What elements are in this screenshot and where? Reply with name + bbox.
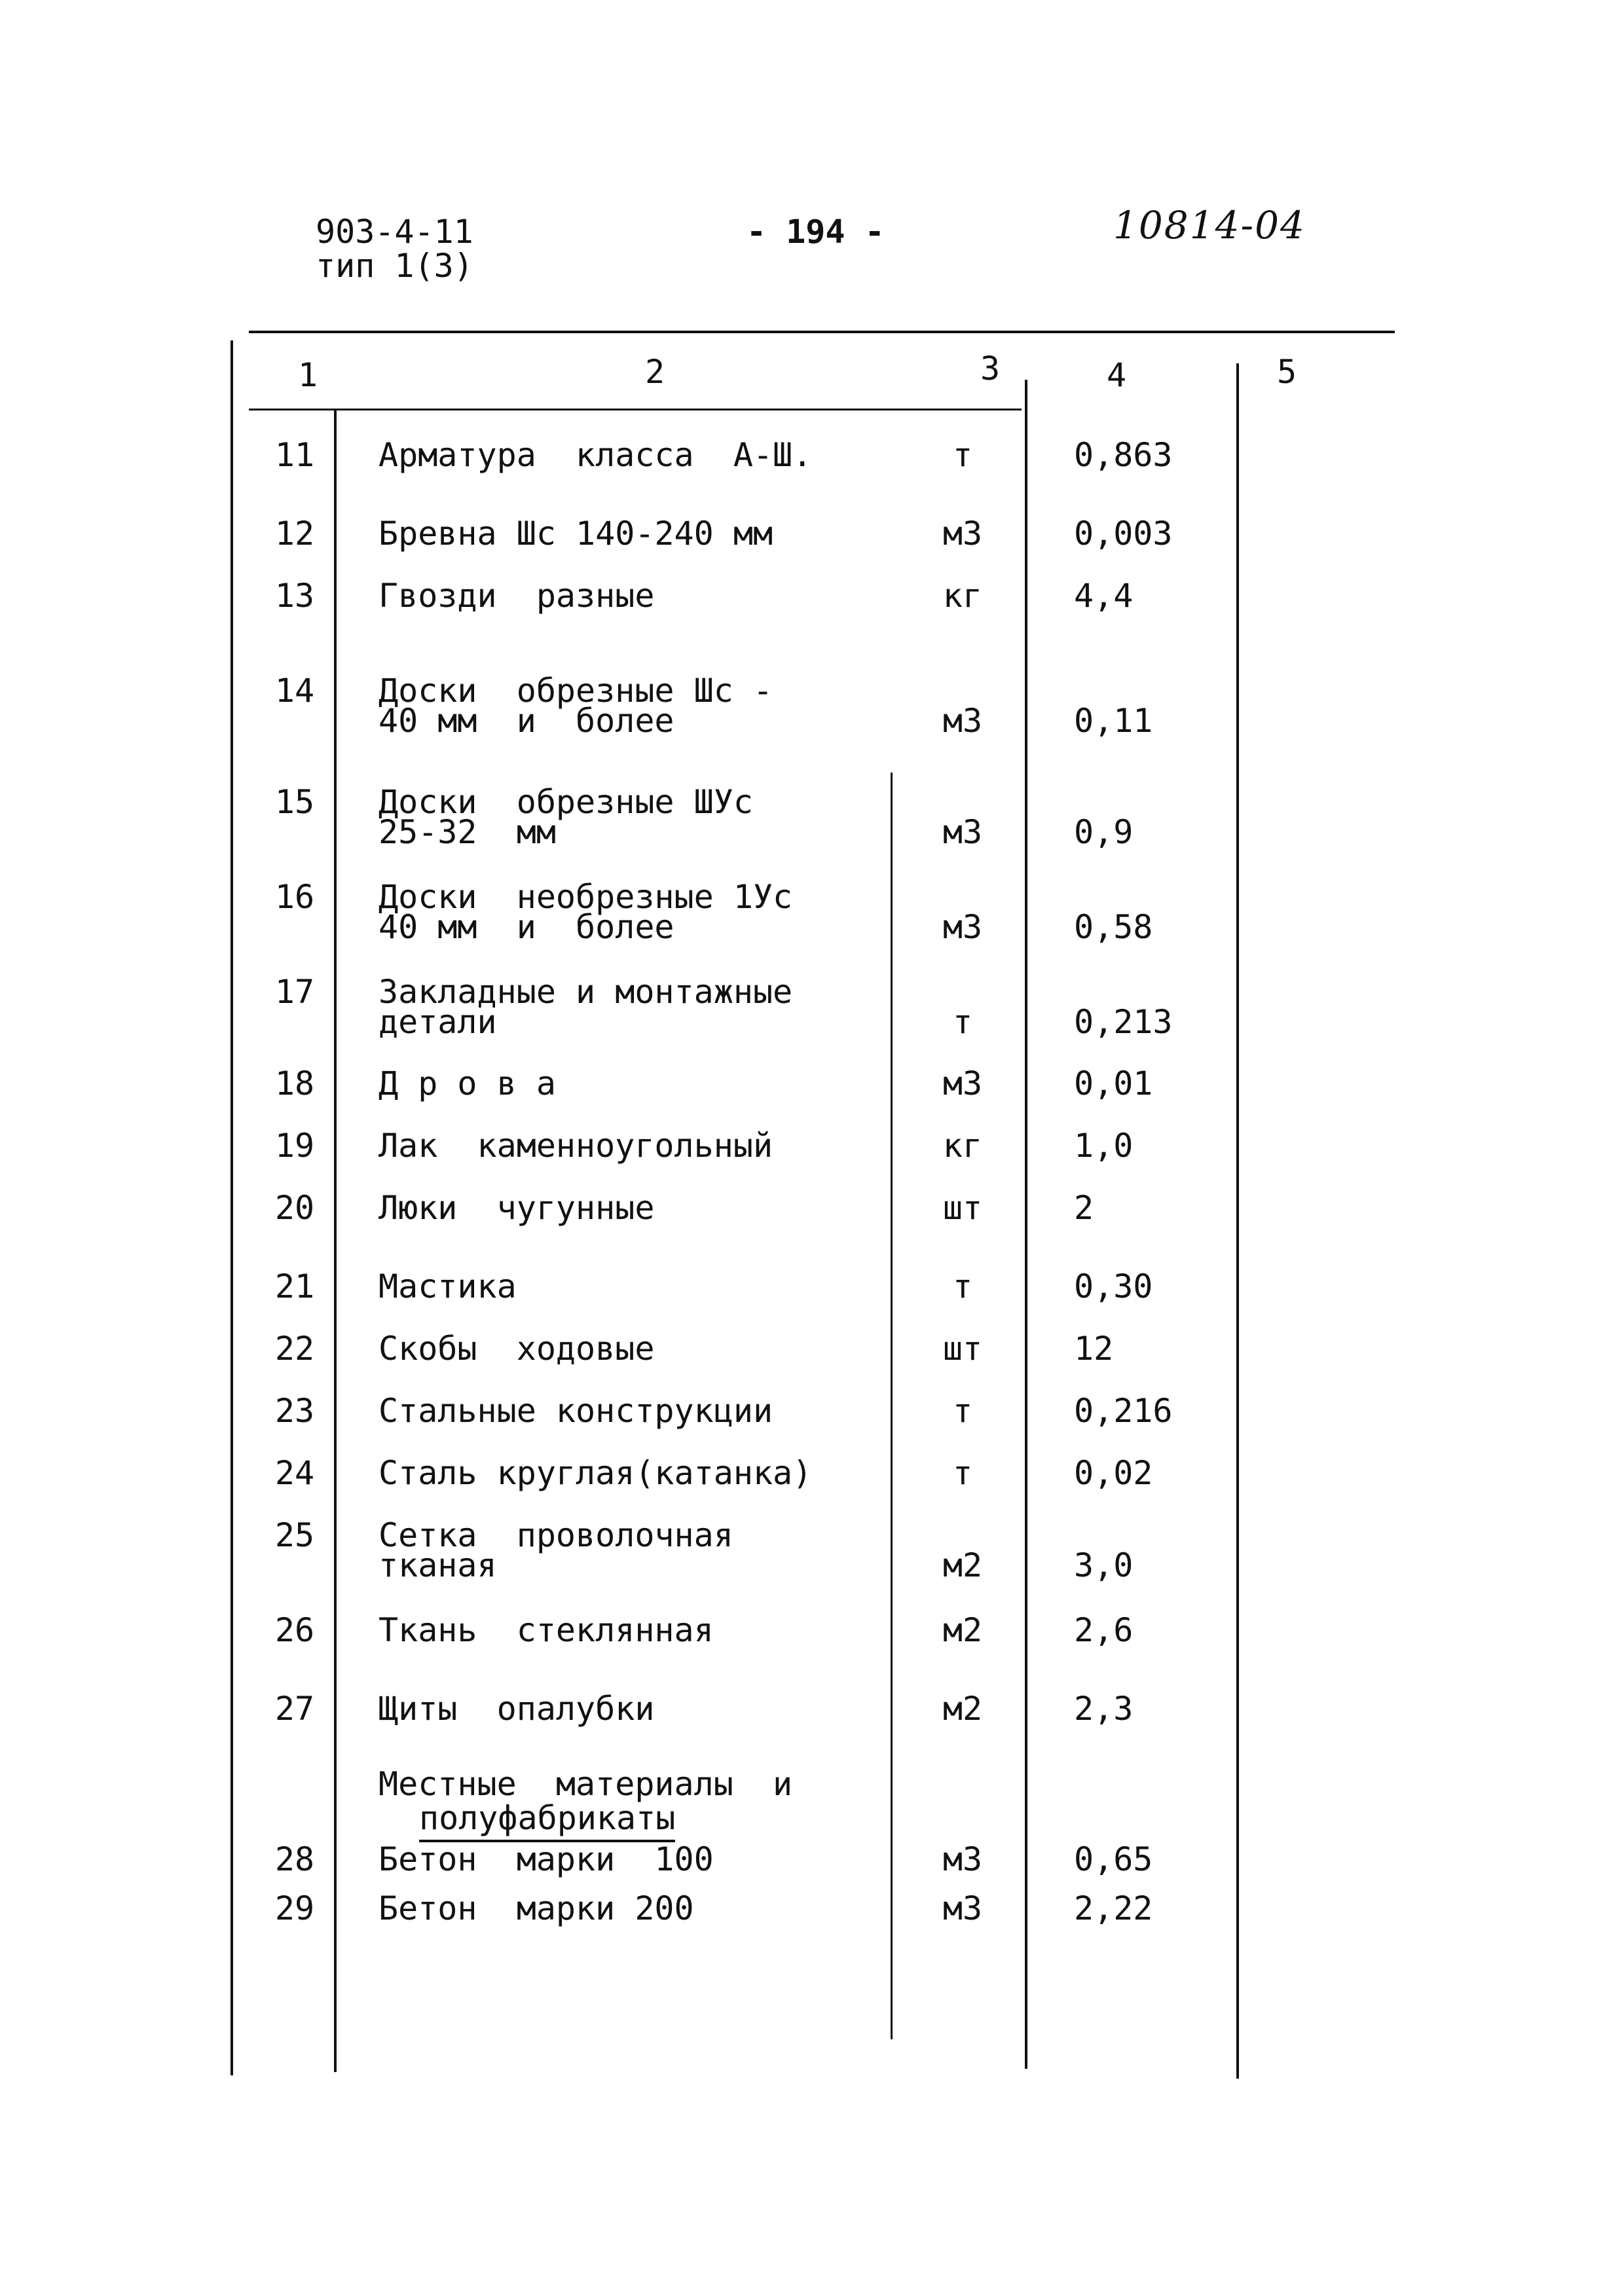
row-number: 20 bbox=[274, 1189, 315, 1227]
row-quantity: 0,216 bbox=[1074, 1392, 1173, 1430]
row-quantity: 0,003 bbox=[1074, 515, 1173, 553]
row-number: 16 bbox=[274, 878, 315, 916]
row-name: тканая bbox=[378, 1546, 497, 1584]
document-code: 903-4-11 bbox=[316, 213, 473, 251]
row-name: Скобы ходовые bbox=[378, 1330, 655, 1368]
row-unit: т bbox=[952, 1003, 973, 1041]
row-unit: м2 bbox=[942, 1690, 983, 1728]
row-name: Сетка проволочная bbox=[378, 1516, 733, 1554]
row-number: 19 bbox=[274, 1127, 315, 1165]
row-name: Бетон марки 200 bbox=[378, 1889, 694, 1927]
row-unit: м3 bbox=[942, 702, 983, 740]
document-type: тип 1(3) bbox=[316, 247, 473, 285]
row-unit: т bbox=[952, 436, 973, 474]
column-header-4: 4 bbox=[1107, 356, 1127, 394]
row-unit: т bbox=[952, 1267, 973, 1305]
row-quantity: 2,6 bbox=[1074, 1611, 1134, 1649]
row-quantity: 0,213 bbox=[1074, 1003, 1173, 1041]
row-number: 15 bbox=[274, 783, 315, 821]
row-name: Щиты опалубки bbox=[378, 1690, 655, 1728]
page-number: - 194 - bbox=[747, 213, 885, 251]
row-quantity: 12 bbox=[1074, 1330, 1114, 1368]
column-header-5: 5 bbox=[1277, 353, 1297, 391]
row-quantity: 0,9 bbox=[1074, 813, 1134, 851]
row-quantity: 2 bbox=[1074, 1189, 1094, 1227]
row-number: 24 bbox=[274, 1454, 315, 1492]
row-name: Бревна Шс 140-240 мм bbox=[378, 515, 773, 553]
row-unit: т bbox=[952, 1392, 973, 1430]
row-number: 18 bbox=[274, 1065, 315, 1102]
row-name: Люки чугунные bbox=[378, 1189, 655, 1227]
handwritten-reference: 10814-04 bbox=[1113, 203, 1306, 247]
row-unit: шт bbox=[942, 1330, 983, 1368]
row-number: 26 bbox=[274, 1611, 315, 1649]
row-quantity: 0,65 bbox=[1074, 1840, 1153, 1878]
row-unit: м3 bbox=[942, 515, 983, 553]
section-heading-text: полуфабрикаты bbox=[419, 1799, 675, 1842]
row-unit: м2 bbox=[942, 1546, 983, 1584]
row-number: 25 bbox=[274, 1516, 315, 1554]
header-bottom-rule bbox=[249, 409, 1022, 410]
row-name: Бетон марки 100 bbox=[378, 1840, 714, 1878]
row-quantity: 1,0 bbox=[1074, 1127, 1134, 1165]
column-header-2: 2 bbox=[645, 353, 665, 391]
row-name: 40 мм и более bbox=[378, 702, 674, 740]
row-number: 12 bbox=[274, 515, 315, 553]
row-number: 27 bbox=[274, 1690, 315, 1728]
row-name: Стальные конструкции bbox=[378, 1392, 773, 1430]
row-name: Доски обрезные Шс - bbox=[378, 672, 773, 710]
row-number: 11 bbox=[274, 436, 315, 474]
row-number: 14 bbox=[274, 672, 315, 710]
row-unit: м3 bbox=[942, 908, 983, 946]
row-number: 29 bbox=[274, 1889, 315, 1927]
row-quantity: 0,58 bbox=[1074, 908, 1153, 946]
row-name: Арматура класса А-Ш. bbox=[378, 436, 813, 474]
row-unit: м3 bbox=[942, 1840, 983, 1878]
row-unit: кг bbox=[942, 1127, 983, 1165]
row-quantity: 0,30 bbox=[1074, 1267, 1153, 1305]
row-quantity: 2,3 bbox=[1074, 1690, 1134, 1728]
row-quantity: 2,22 bbox=[1074, 1889, 1153, 1927]
row-number: 21 bbox=[274, 1267, 315, 1305]
col-divider-3-4 bbox=[1025, 380, 1027, 2069]
row-unit: т bbox=[952, 1454, 973, 1492]
row-unit: м3 bbox=[942, 1065, 983, 1102]
row-unit: кг bbox=[942, 577, 983, 615]
row-number: 23 bbox=[274, 1392, 315, 1430]
row-number: 13 bbox=[274, 577, 315, 615]
row-name: Доски обрезные ШУс bbox=[378, 783, 753, 821]
row-quantity: 0,11 bbox=[1074, 702, 1153, 740]
col-divider-2-3 bbox=[891, 773, 893, 2039]
column-header-3: 3 bbox=[980, 350, 1001, 388]
row-name: Доски необрезные 1Ус bbox=[378, 878, 793, 916]
row-quantity: 0,01 bbox=[1074, 1065, 1153, 1102]
row-name: Д р о в а bbox=[378, 1065, 556, 1102]
row-quantity: 4,4 bbox=[1074, 577, 1134, 615]
section-heading-line1: Местные материалы и bbox=[378, 1765, 793, 1803]
row-number: 17 bbox=[274, 973, 315, 1011]
row-name: 40 мм и более bbox=[378, 908, 674, 946]
row-name: Ткань стеклянная bbox=[378, 1611, 714, 1649]
row-name: 25-32 мм bbox=[378, 813, 556, 851]
column-header-1: 1 bbox=[297, 356, 318, 394]
row-name: Мастика bbox=[378, 1267, 517, 1305]
row-quantity: 3,0 bbox=[1074, 1546, 1134, 1584]
row-name: Лак каменноугольный bbox=[378, 1127, 773, 1165]
row-unit: шт bbox=[942, 1189, 983, 1227]
row-quantity: 0,02 bbox=[1074, 1454, 1153, 1492]
row-unit: м3 bbox=[942, 1889, 983, 1927]
row-unit: м2 bbox=[942, 1611, 983, 1649]
col-divider-1-2 bbox=[334, 409, 337, 2072]
row-unit: м3 bbox=[942, 813, 983, 851]
row-name: Сталь круглая(катанка) bbox=[378, 1454, 813, 1492]
row-number: 28 bbox=[274, 1840, 315, 1878]
col-divider-4-5 bbox=[1236, 363, 1239, 2079]
section-heading-line2 bbox=[419, 1799, 676, 1837]
row-quantity: 0,863 bbox=[1074, 436, 1173, 474]
row-name: Гвозди разные bbox=[378, 577, 655, 615]
row-name: Закладные и монтажные bbox=[378, 973, 793, 1011]
col-border-left bbox=[231, 340, 233, 2075]
row-name: детали bbox=[378, 1003, 497, 1041]
table-top-rule bbox=[249, 331, 1395, 333]
row-number: 22 bbox=[274, 1330, 315, 1368]
